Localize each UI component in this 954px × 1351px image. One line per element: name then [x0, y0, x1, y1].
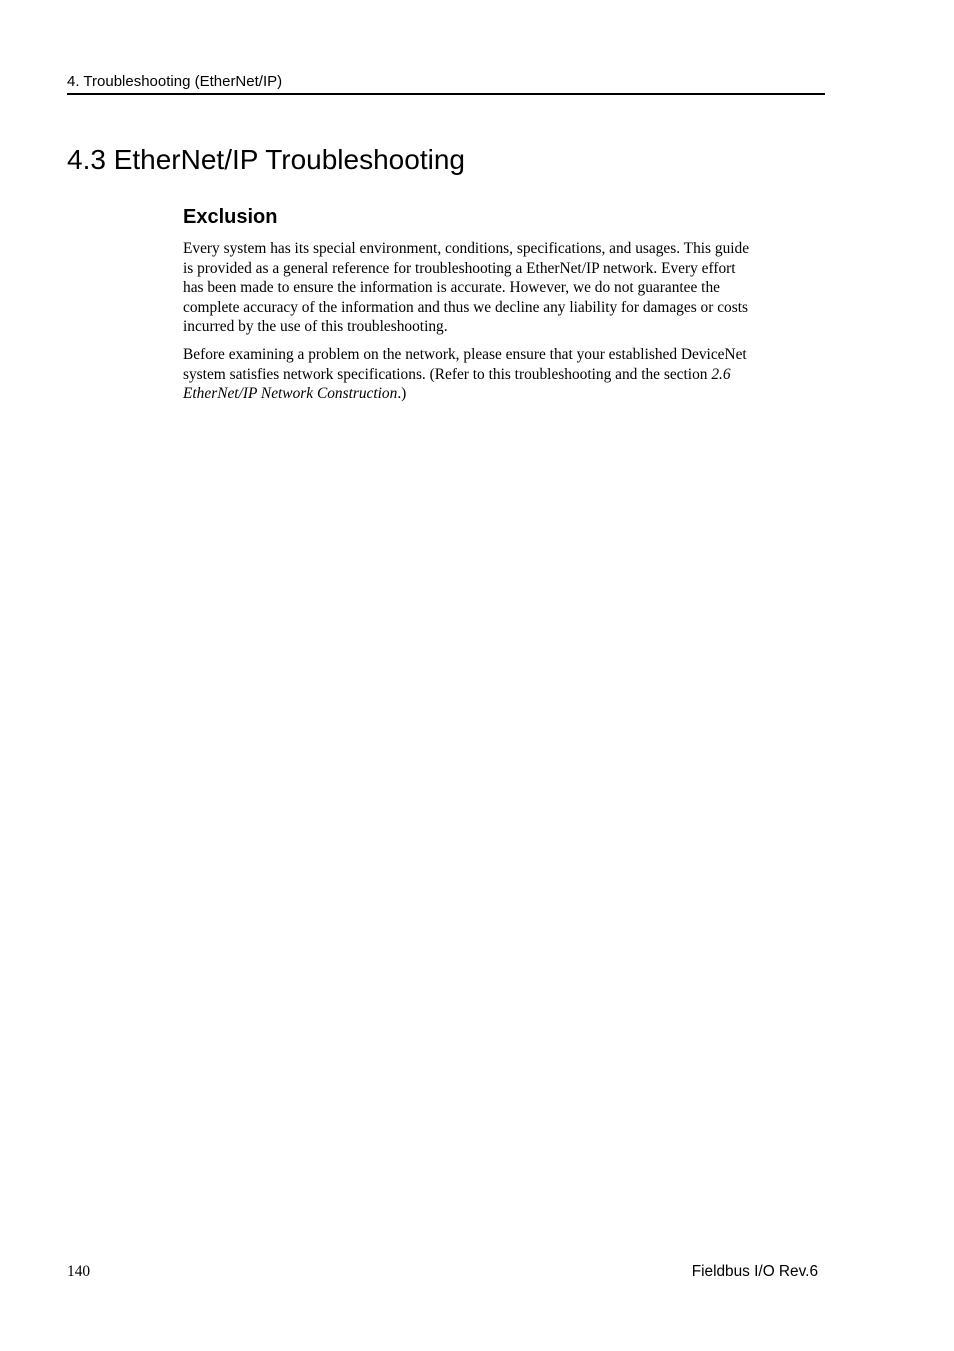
section-reference-title: EtherNet/IP Network Construction: [183, 385, 398, 403]
page-number: 140: [67, 1263, 91, 1280]
subsection-title: Exclusion: [183, 206, 278, 228]
paragraph-line: [183, 384, 823, 404]
document-title: Fieldbus I/O Rev.6: [691, 1263, 818, 1280]
paragraph-text: .): [397, 385, 407, 403]
section-reference-number: 2.6: [711, 365, 731, 383]
precondition-paragraph: [183, 345, 823, 404]
paragraph-line: is provided as a general reference for troubleshooting a EtherNet/IP network. Every effort: [183, 259, 736, 277]
paragraph-line: Every system has its special environment, conditions, specifications, and usages. This guide: [183, 240, 750, 257]
section-title: 4.3 EtherNet/IP Troubleshooting: [67, 144, 465, 175]
running-header-title: 4. Troubleshooting (EtherNet/IP): [67, 73, 283, 90]
paragraph-line: has been made to ensure the information is accurate. However, we do not guarantee the: [183, 279, 720, 297]
paragraph-line: complete accuracy of the information and thus we decline any liability for damages or costs: [183, 298, 748, 316]
paragraph-text: system satisfies network specifications. (Refer to this troubleshooting and the section: [183, 365, 712, 383]
paragraph-line: Before examining a problem on the network, please ensure that your established DeviceNet: [183, 346, 747, 363]
paragraph-line: [183, 365, 823, 385]
exclusion-paragraph: [183, 239, 823, 337]
running-header: [67, 72, 825, 95]
paragraph-line: incurred by the use of this troubleshooting.: [183, 318, 448, 336]
